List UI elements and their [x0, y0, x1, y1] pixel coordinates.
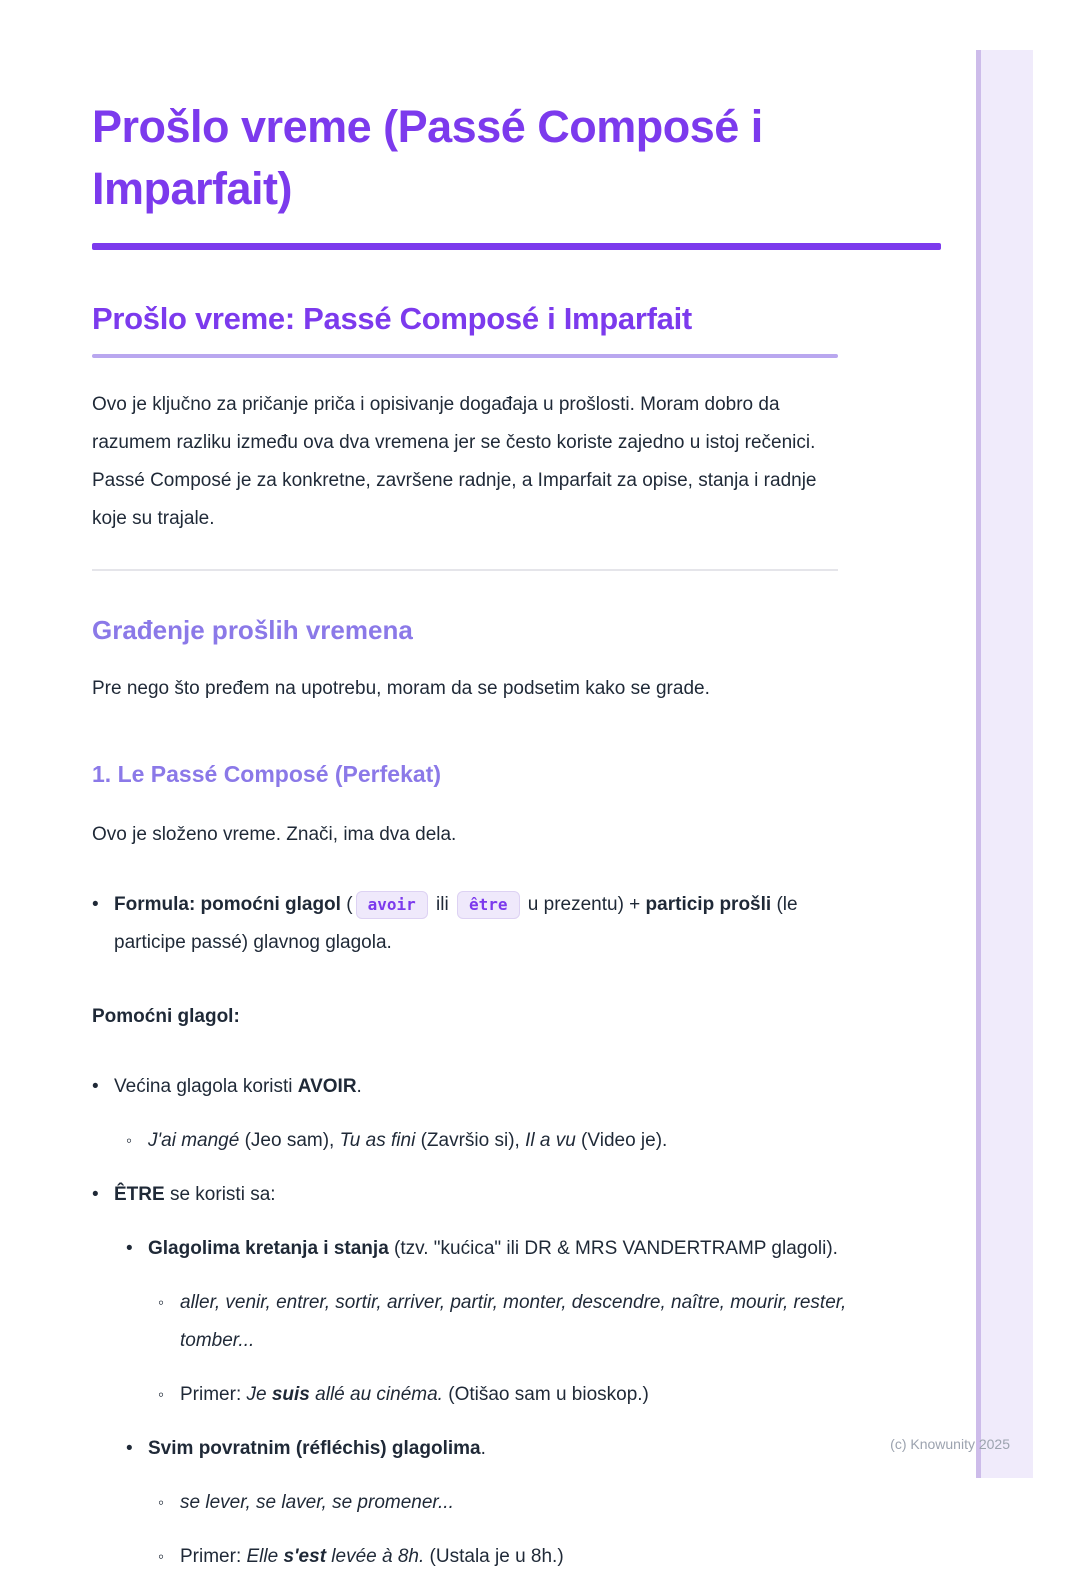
nested-list [126, 1122, 852, 1160]
content-divider [92, 569, 838, 571]
text-segment: Glagolima kretanja i stanja [148, 1238, 389, 1259]
text-segment: ( [340, 894, 353, 915]
passe-compose-intro-paragraph: Ovo je složeno vreme. Znači, ima dva dela. [92, 824, 457, 845]
text-segment: (Završio si), [415, 1130, 526, 1151]
list-item [92, 1176, 852, 1214]
text-segment: (le participe passé) glavnog glagola. [114, 894, 798, 953]
section-title: Prošlo vreme: Passé Composé i Imparfait [92, 301, 692, 336]
bullet-circle-icon: ◦ [158, 1385, 165, 1404]
text-segment: (Jeo sam), [239, 1130, 340, 1151]
text-segment: Tu as fini [339, 1130, 416, 1151]
list-item [92, 1068, 852, 1106]
text-segment: s'est [283, 1546, 327, 1567]
bullet-circle-icon: ◦ [158, 1493, 165, 1512]
text-segment: Je [246, 1384, 272, 1405]
text-segment: Formula: pomoćni glagol [114, 894, 341, 915]
list-item [158, 1376, 852, 1414]
side-strip [976, 50, 1033, 1478]
list-item-text [180, 1376, 852, 1414]
list-item-text [148, 1430, 852, 1468]
list-item [126, 1230, 852, 1268]
list-item [92, 886, 852, 962]
list-item-text [114, 1176, 852, 1214]
document-content [92, 96, 941, 1592]
list-item-text [114, 1068, 852, 1106]
text-segment: aller, venir, entrer, sortir, arriver, partir, monter, descendre, naître, mourir, rester, tomber... [180, 1292, 847, 1351]
list-item [126, 1122, 852, 1160]
list-item-text [148, 1230, 852, 1268]
list-item-text [114, 886, 852, 962]
text-segment: ÊTRE [114, 1184, 165, 1205]
list-item [158, 1484, 852, 1522]
list-item-text [180, 1484, 852, 1522]
subsection-title-building: Građenje prošlih vremena [92, 615, 413, 645]
text-segment: allé au cinéma. [309, 1384, 443, 1405]
formula-list [92, 886, 852, 962]
title-rule [92, 243, 941, 250]
nested-list [158, 1284, 852, 1414]
building-intro-paragraph: Pre nego što pređem na upotrebu, moram da se podsetim kako se grade. [92, 678, 710, 699]
bullet-circle-icon: ◦ [126, 1131, 133, 1150]
intro-paragraph: Ovo je ključno za pričanje priča i opisivanje događaja u prošlosti. Moram dobro da razumem razliku između ova dva vremena jer se često koriste zajedno u istoj rečenici. Passé Composé je za konkretne, završene radnje, a Imparfait za opise, stanja i radnje koje su trajale. [92, 394, 817, 529]
text-segment: particip prošli [645, 894, 772, 915]
section-underline [92, 354, 838, 358]
text-segment: (Ustala je u 8h.) [424, 1546, 564, 1567]
text-segment: Il a vu [525, 1130, 576, 1151]
text-segment: Većina glagola koristi [114, 1076, 298, 1097]
list-item-text [180, 1538, 852, 1576]
bullet-circle-icon: ◦ [158, 1547, 165, 1566]
list-item-text [148, 1122, 852, 1160]
text-segment: u prezentu) + [522, 894, 646, 915]
text-segment: (Otišao sam u bioskop.) [442, 1384, 649, 1405]
text-segment: J'ai mangé [148, 1130, 240, 1151]
nested-list [126, 1230, 852, 1576]
text-segment: se lever, se laver, se promener... [180, 1492, 454, 1513]
text-segment: (Video je). [575, 1130, 668, 1151]
text-segment: Primer: [180, 1384, 247, 1405]
bullet-circle-icon: ◦ [158, 1293, 165, 1312]
text-segment: ili [430, 894, 454, 915]
bullet-disc-icon: • [92, 1184, 99, 1205]
text-segment: . [356, 1076, 362, 1097]
bullet-disc-icon: • [126, 1238, 133, 1259]
text-segment: Primer: [180, 1546, 247, 1567]
text-segment: AVOIR [297, 1076, 357, 1097]
list-item [158, 1284, 852, 1360]
subsection-title-passe-compose: 1. Le Passé Composé (Perfekat) [92, 761, 441, 787]
text-segment: (tzv. "kućica" ili DR & MRS VANDERTRAMP glagoli). [388, 1238, 838, 1259]
bullet-disc-icon: • [92, 894, 99, 915]
auxiliary-list [92, 1068, 852, 1576]
page-title: Prošlo vreme (Passé Composé i Imparfait) [92, 101, 763, 214]
text-segment: se koristi sa: [164, 1184, 276, 1205]
code-chip: être [457, 891, 520, 919]
nested-list [158, 1484, 852, 1576]
text-segment: suis [271, 1384, 310, 1405]
auxiliary-verb-label: Pomoćni glagol: [92, 1006, 240, 1027]
text-segment: . [480, 1438, 486, 1459]
footer-credit: (c) Knowunity 2025 [890, 1436, 1010, 1452]
code-chip: avoir [356, 891, 428, 919]
text-segment: levée à 8h. [326, 1546, 425, 1567]
bullet-disc-icon: • [126, 1438, 133, 1459]
bullet-disc-icon: • [92, 1076, 99, 1097]
text-segment: Svim povratnim (réfléchis) glagolima [148, 1438, 481, 1459]
list-item-text [180, 1284, 852, 1360]
text-segment: Elle [246, 1546, 284, 1567]
list-item [158, 1538, 852, 1576]
list-item [126, 1430, 852, 1468]
